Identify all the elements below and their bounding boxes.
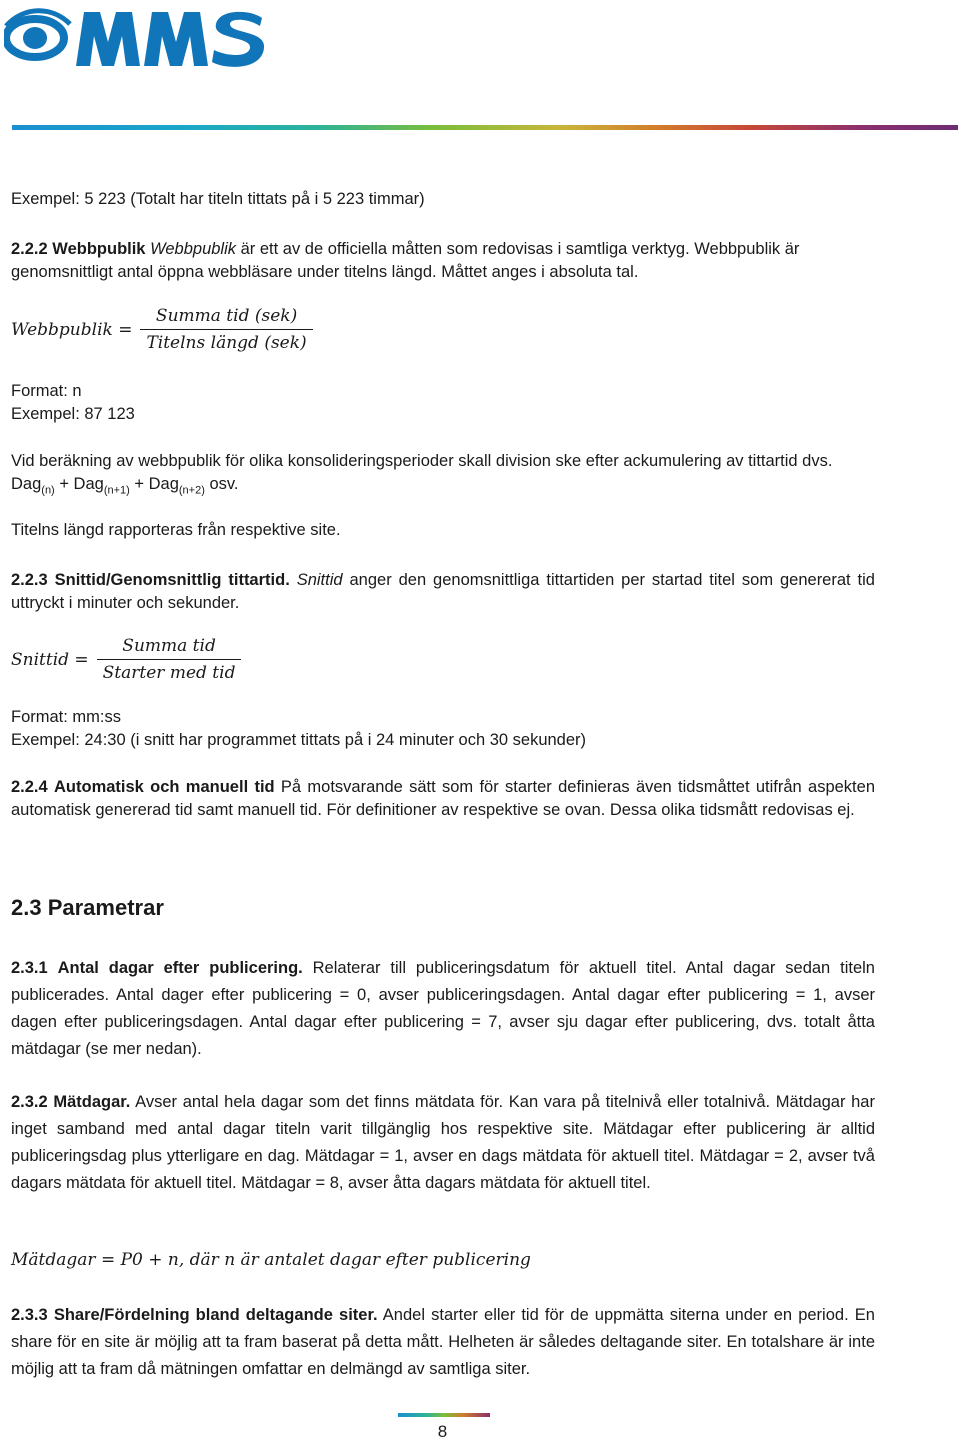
snittid-formula xyxy=(11,636,241,683)
example-total: Exempel: 5 223 (Totalt har titeln tittats på i 5 223 timmar) xyxy=(11,190,425,208)
term: Webbpublik xyxy=(150,240,237,258)
section-2-3-1 xyxy=(11,955,875,1063)
section-number: 2.2.4 xyxy=(11,778,48,796)
section-text: Avser antal hela dagar som det finns mätdata för. Kan vara på titelnivå eller totalnivå. Mätdagar har inget samband med antal dagar titeln varit tillgänglig hos respektive site. Mätdagar efter publicering är alltid publiceringsdag plus ytterligare en dag. Mätdagar = 1, avser en dags mätdata för aktuell titel. Mätdagar = 2, avser två dagars mätdata för aktuell titel. Mätdagar = 8, avser åtta dagars mätdata för aktuell titel. xyxy=(11,1093,875,1192)
mms-logo xyxy=(4,4,266,70)
section-number: 2.3.3 xyxy=(11,1306,48,1324)
webbpublik-example: Exempel: 87 123 xyxy=(11,405,135,423)
section-text: Andel starter eller tid för de uppmätta siterna under en period. En share för en site är möjlig att ta fram baserat på detta mått. Helheten är således deltagande siter. En totalshare är inte möjlig att ta fram då mätningen omfattar en delmängd av samtliga siter. xyxy=(11,1306,875,1378)
section-2-3-2 xyxy=(11,1089,875,1197)
page-number: 8 xyxy=(437,1422,448,1441)
webbpublik-formula xyxy=(11,306,313,353)
section-2-2-3 xyxy=(11,569,875,615)
section-number: 2.3.2 xyxy=(11,1093,48,1111)
section-number: 2.2.3 xyxy=(11,571,48,589)
section-title: Share/Fördelning bland deltagande siter. xyxy=(53,1306,378,1324)
section-title: Mätdagar. xyxy=(53,1093,131,1111)
formula-lhs: Snittid = xyxy=(11,649,89,670)
section-text: är ett av de officiella måtten som redovisas i samtliga verktyg. Webbpublik är genomsnittligt antal öppna webbläsare under titelns längd. Måttet anges i absoluta tal. xyxy=(11,240,800,281)
formula-denominator: Starter med tid xyxy=(97,659,242,683)
section-text: På motsvarande sätt som för starter definieras även tidsmåttet utifrån aspekten automatisk genererad tid samt manuell tid. För definitioner av respektive se ovan. Dessa olika tidsmått redovisas ej. xyxy=(11,778,875,819)
header-color-bar xyxy=(12,125,958,130)
matdagar-formula: Mätdagar = P0 + n, där n är antalet dagar efter publicering xyxy=(11,1250,531,1270)
section-title: Webbpublik xyxy=(52,240,146,258)
footer-color-bar xyxy=(398,1413,490,1417)
section-2-2-4 xyxy=(11,776,875,822)
section-title: Snittid/Genomsnittlig tittartid. xyxy=(54,571,290,589)
term: Snittid xyxy=(296,571,343,589)
formula-fraction xyxy=(140,306,312,353)
section-number: 2.2.2 xyxy=(11,240,48,258)
mms-logo-mark xyxy=(4,4,266,70)
webbpublik-format: Format: n Exempel: 87 123 xyxy=(11,380,875,426)
webbpublik-note: Vid beräkning av webbpublik för olika konsolideringsperioder skall division ske efter ackumulering av tittartid dvs. Dag$_{(n)}$ + Dag$_{(n+1)}$ + Dag$_{(n+2)}$ osv. xyxy=(11,452,833,497)
section-2-3-3 xyxy=(11,1302,875,1383)
section-title: Antal dagar efter publicering. xyxy=(57,959,303,977)
section-2-2-2 xyxy=(11,238,875,284)
section-heading: 2.3 Parametrar xyxy=(11,895,164,920)
snittid-format: Format: mm:ss Exempel: 24:30 (i snitt har programmet tittats på i 24 minuter och 30 sekunder) xyxy=(11,706,875,752)
formula-numerator: Summa tid (sek) xyxy=(155,306,298,326)
formula-fraction xyxy=(97,636,242,683)
section-number: 2.3.1 xyxy=(11,959,48,977)
formula-denominator: Titelns längd (sek) xyxy=(140,329,312,353)
webbpublik-report-note: Titelns längd rapporteras från respektive site. xyxy=(11,521,341,539)
section-title: Automatisk och manuell tid xyxy=(54,778,275,796)
snittid-example: Exempel: 24:30 (i snitt har programmet tittats på i 24 minuter och 30 sekunder) xyxy=(11,731,587,749)
section-text: Relaterar till publiceringsdatum för aktuell titel. Antal dagar sedan titeln publicerades. Antal dager efter publicering = 0, avser publiceringsdagen. Antal dagar efter publicering = 1, avser dagen efter publiceringsdagen. Antal dagar efter publicering = 7, avser sju dagar efter publicering, dvs. totalt åtta mätdagar (se mer nedan). xyxy=(11,959,875,1058)
formula-lhs: Webbpublik = xyxy=(11,319,133,340)
formula-numerator: Summa tid xyxy=(122,636,216,656)
section-text: anger den genomsnittliga tittartiden per startad titel som genererat tid uttryckt i minuter och sekunder. xyxy=(11,571,875,612)
